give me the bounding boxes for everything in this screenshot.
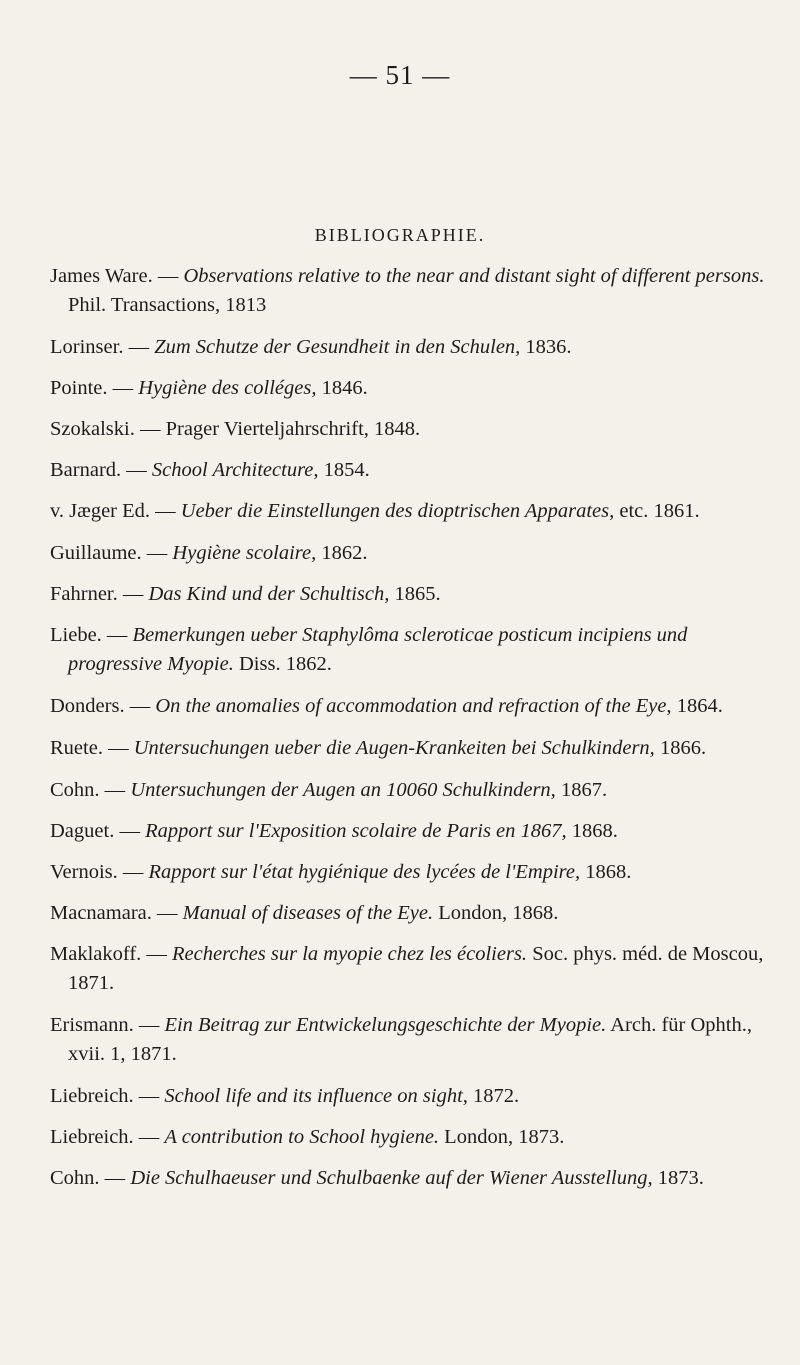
entry-publication: Phil. Transactions, 1813 bbox=[68, 294, 267, 316]
entry-title: On the anomalies of accommodation and refraction of the Eye, bbox=[155, 695, 672, 717]
entry-publication: 1836. bbox=[520, 336, 572, 358]
entry-publication: 1846. bbox=[316, 377, 368, 399]
entry-author: Szokalski. — bbox=[50, 418, 166, 440]
entry-author: Liebe. — bbox=[50, 624, 133, 646]
bibliography-entry bbox=[50, 1164, 780, 1193]
entry-title: Zum Schutze der Gesundheit in den Schulen, bbox=[154, 336, 521, 358]
entry-author: Vernois. — bbox=[50, 861, 149, 883]
bibliography-entry bbox=[50, 858, 780, 887]
bibliography-entry bbox=[50, 580, 780, 609]
entry-publication: 1867. bbox=[555, 779, 608, 801]
entry-author: Maklakoff. — bbox=[50, 943, 173, 965]
bibliography-entry bbox=[50, 692, 780, 721]
entry-author: Barnard. — bbox=[50, 459, 152, 481]
entry-author: Pointe. — bbox=[50, 377, 139, 399]
entry-publication: 1865. bbox=[389, 583, 441, 605]
entry-title: Observations relative to the near and distant sight of different persons. bbox=[183, 265, 765, 287]
entry-title: Das Kind und der Schultisch, bbox=[148, 583, 390, 605]
entry-publication: Prager Vierteljahrschrift, 1848. bbox=[165, 418, 421, 440]
bibliography-entry bbox=[50, 456, 780, 485]
entry-publication: etc. 1861. bbox=[614, 500, 700, 522]
entry-title: Recherches sur la myopie chez les écoliers. bbox=[172, 943, 528, 965]
entry-publication: London, 1868. bbox=[433, 902, 559, 924]
entry-author: Donders. — bbox=[50, 695, 156, 717]
entry-title: A contribution to School hygiene. bbox=[164, 1126, 440, 1148]
entry-author: Guillaume. — bbox=[50, 542, 173, 564]
entry-author: Erismann. — bbox=[50, 1014, 165, 1036]
entry-title: School Architecture, bbox=[151, 459, 319, 481]
bibliography-entry bbox=[50, 333, 780, 362]
entry-title: Hygiène scolaire, bbox=[172, 542, 317, 564]
entry-author: Liebreich. — bbox=[50, 1085, 165, 1107]
entry-publication: 1864. bbox=[671, 695, 723, 717]
entry-author: Daguet. — bbox=[50, 820, 146, 842]
entry-title: Manual of diseases of the Eye. bbox=[182, 902, 434, 924]
entry-publication: 1854. bbox=[318, 459, 370, 481]
bibliography-entry bbox=[50, 262, 780, 320]
bibliography-list bbox=[50, 262, 780, 1206]
bibliography-entry bbox=[50, 497, 780, 526]
bibliography-entry bbox=[50, 817, 780, 846]
bibliography-entry bbox=[50, 899, 780, 928]
entry-title: Rapport sur l'Exposition scolaire de Paris en 1867, bbox=[145, 820, 567, 842]
entry-publication: Soc. phys. méd. de Moscou, 1871. bbox=[68, 943, 764, 994]
entry-author: Liebreich. — bbox=[50, 1126, 165, 1148]
entry-title: Hygiène des colléges, bbox=[138, 377, 317, 399]
bibliography-entry bbox=[50, 940, 780, 998]
entry-publication: 1868. bbox=[566, 820, 618, 842]
bibliography-entry bbox=[50, 776, 780, 805]
bibliography-entry bbox=[50, 539, 780, 568]
bibliography-entry bbox=[50, 734, 780, 763]
entry-title: Ueber die Einstellungen des dioptrischen Apparates, bbox=[180, 500, 615, 522]
entry-author: Ruete. — bbox=[50, 737, 134, 759]
entry-publication: 1862. bbox=[316, 542, 368, 564]
bibliography-entry bbox=[50, 1123, 780, 1152]
entry-author: James Ware. — bbox=[50, 265, 184, 287]
entry-title: Rapport sur l'état hygiénique des lycées de l'Empire, bbox=[148, 861, 581, 883]
entry-publication: 1868. bbox=[580, 861, 632, 883]
bibliography-entry bbox=[50, 415, 780, 444]
bibliography-entry bbox=[50, 374, 780, 403]
entry-publication: Diss. 1862. bbox=[233, 653, 332, 675]
entry-title: Bemerkungen ueber Staphylôma scleroticae posticum incipiens und progressive Myopie. bbox=[68, 624, 688, 675]
entry-title: Untersuchungen der Augen an 10060 Schulkindern, bbox=[130, 779, 556, 801]
entry-author: Cohn. — bbox=[50, 1167, 131, 1189]
entry-title: Ein Beitrag zur Entwickelungsgeschichte der Myopie. bbox=[164, 1014, 607, 1036]
bibliography-entry bbox=[50, 1011, 780, 1069]
entry-author: Lorinser. — bbox=[50, 336, 155, 358]
section-title: BIBLIOGRAPHIE. bbox=[314, 225, 486, 245]
entry-title: Die Schulhaeuser und Schulbaenke auf der Wiener Ausstellung, bbox=[130, 1167, 653, 1189]
bibliography-entry bbox=[50, 1082, 780, 1111]
entry-author: Cohn. — bbox=[50, 779, 131, 801]
entry-author: Macnamara. — bbox=[50, 902, 183, 924]
entry-publication: Arch. für Ophth., xvii. 1, 1871. bbox=[68, 1014, 752, 1065]
entry-title: Untersuchungen ueber die Augen-Krankeiten bei Schulkindern, bbox=[133, 737, 655, 759]
entry-author: v. Jæger Ed. — bbox=[50, 500, 181, 522]
page-number: — 51 — bbox=[349, 60, 451, 90]
entry-publication: 1872. bbox=[467, 1085, 520, 1107]
entry-publication: London, 1873. bbox=[439, 1126, 565, 1148]
entry-author: Fahrner. — bbox=[50, 583, 149, 605]
bibliography-entry bbox=[50, 621, 780, 679]
entry-publication: 1873. bbox=[652, 1167, 704, 1189]
entry-publication: 1866. bbox=[654, 737, 707, 759]
entry-title: School life and its influence on sight, bbox=[164, 1085, 468, 1107]
